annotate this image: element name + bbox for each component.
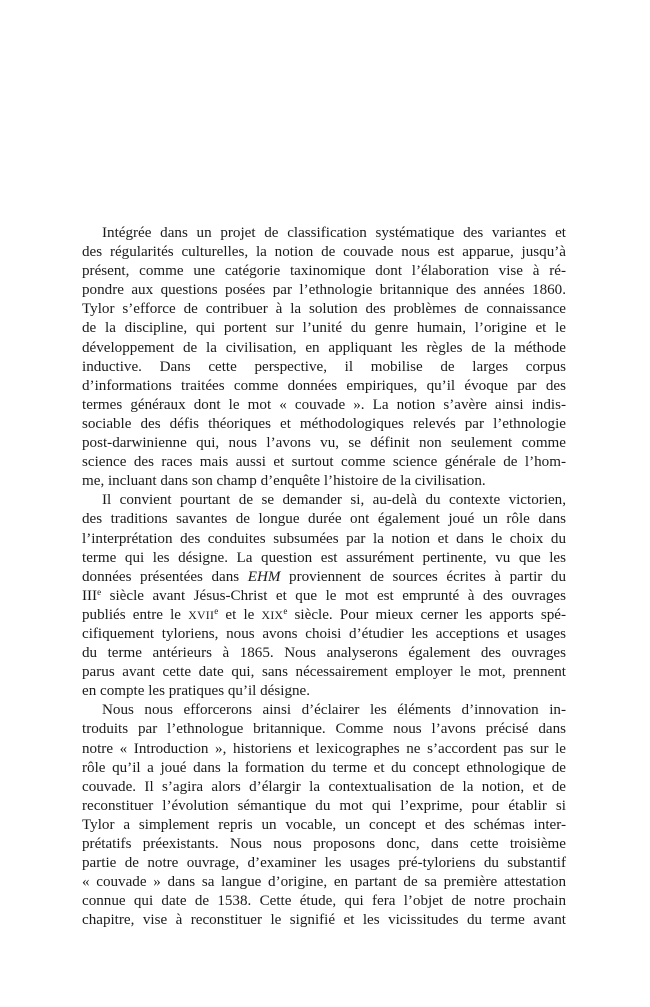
text-line: développement de la civilisation, en appliquant les règles de la méthode	[82, 339, 566, 356]
text-line: pondre aux questions posées par l’ethnologie britannique des années 1860.	[82, 282, 566, 299]
text-line: me, incluant dans son champ d’enquête l’histoire de la civilisation.	[82, 473, 486, 490]
body-text	[82, 224, 566, 930]
text-line: parus avant cette date qui, sans nécessairement employer le mot, prennent	[82, 664, 566, 681]
text-run: publiés entre le	[82, 606, 189, 623]
roman-numeral: XVII	[188, 608, 215, 622]
text-line: rôle qu’il a joué dans la formation du terme et du concept ethnologique de	[82, 759, 566, 776]
superscript: e	[97, 586, 102, 597]
text-run: proviennent de sources écrites à partir du	[280, 568, 566, 585]
text-line: Tylor a simplement repris un vocable, un concept et des schémas inter-	[82, 816, 566, 833]
text-line: Intégrée dans un projet de classification systématique des variantes et	[102, 225, 566, 241]
roman-numeral: XIX	[261, 608, 284, 622]
text-line: cifiquement tyloriens, nous avons choisi d’étudier les acceptions et usages	[82, 625, 566, 642]
text-run: siècle. Pour mieux cerner les apports spé-	[287, 606, 567, 623]
text-line: Nous nous efforcerons ainsi d’éclairer les éléments d’innovation in-	[102, 702, 566, 719]
text-line	[82, 587, 566, 606]
text-line: l’interprétation des conduites subsumées par la notion et dans le choix du	[82, 530, 566, 547]
text-line: présent, comme une catégorie taxinomique dont l’élaboration vise à ré-	[82, 263, 566, 280]
paragraph-2	[82, 491, 566, 701]
text-line: partie de notre ouvrage, d’examiner les usages pré-tyloriens du substantif	[82, 855, 566, 872]
text-line: du terme antérieurs à 1865. Nous analyserons également des ouvrages	[82, 645, 566, 662]
text-line: sociable des défis théoriques et méthodologiques relevés par l’ethnologie	[82, 415, 566, 432]
text-line: science des races mais aussi et surtout comme science générale de l’hom-	[82, 454, 566, 471]
text-line	[82, 606, 566, 625]
text-line: des régularités culturelles, la notion de couvade nous est apparue, jusqu’à	[82, 244, 566, 261]
text-line: notre « Introduction », historiens et lexicographes ne s’accordent pas sur le	[82, 740, 566, 757]
text-line: terme qui les désigne. La question est assurément pertinente, vu que les	[82, 549, 566, 566]
superscript: e	[283, 605, 288, 616]
text-line: prétatifs préexistants. Nous nous proposons donc, dans cette troisième	[82, 836, 566, 852]
text-line: « couvade » dans sa langue d’origine, en partant de sa première attestation	[82, 874, 566, 891]
italic-title: EHM	[247, 568, 281, 585]
superscript: e	[214, 605, 219, 616]
text-line: couvade. Il s’agira alors d’élargir la contextualisation de la notion, et de	[82, 778, 566, 795]
paragraph-1	[82, 224, 566, 491]
text-line: chapitre, vise à reconstituer le signifié et les vicissitudes du terme avant	[82, 912, 566, 929]
text-line	[82, 568, 566, 587]
text-line: connue qui date de 1538. Cette étude, qui fera l’objet de notre prochain	[82, 893, 566, 910]
text-line: troduits par l’ethnologue britannique. Comme nous l’avons précisé dans	[82, 721, 566, 738]
text-line: inductive. Dans cette perspective, il mobilise de larges corpus	[82, 358, 566, 375]
text-line: reconstituer l’évolution sémantique du mot qui l’exprime, pour établir si	[82, 797, 566, 814]
text-run: siècle avant Jésus-Christ et que le mot est emprunté à des ouvrages	[101, 587, 566, 604]
text-line: d’informations traitées comme données empiriques, qu’il évoque par des	[82, 377, 566, 394]
paragraph-3	[82, 701, 566, 930]
text-run: données présentées dans	[82, 568, 248, 585]
text-line: Il convient pourtant de se demander si, au-delà du contexte victorien,	[102, 492, 566, 509]
text-line: termes généraux dont le mot « couvade ». La notion s’avère ainsi indis-	[82, 396, 566, 413]
text-line: post-darwinienne qui, nous l’avons vu, se définit non seulement comme	[82, 435, 566, 452]
text-line: des traditions savantes de longue durée ont également joué un rôle dans	[82, 511, 566, 528]
text-line: en compte les pratiques qu’il désigne.	[82, 683, 311, 700]
text-line: Tylor s’efforce de contribuer à la solution des problèmes de connaissance	[82, 301, 566, 318]
roman-numeral: III	[82, 587, 98, 604]
text-run: et le	[218, 606, 262, 623]
text-line: de la discipline, qui portent sur l’unité du genre humain, l’origine et le	[82, 320, 566, 337]
